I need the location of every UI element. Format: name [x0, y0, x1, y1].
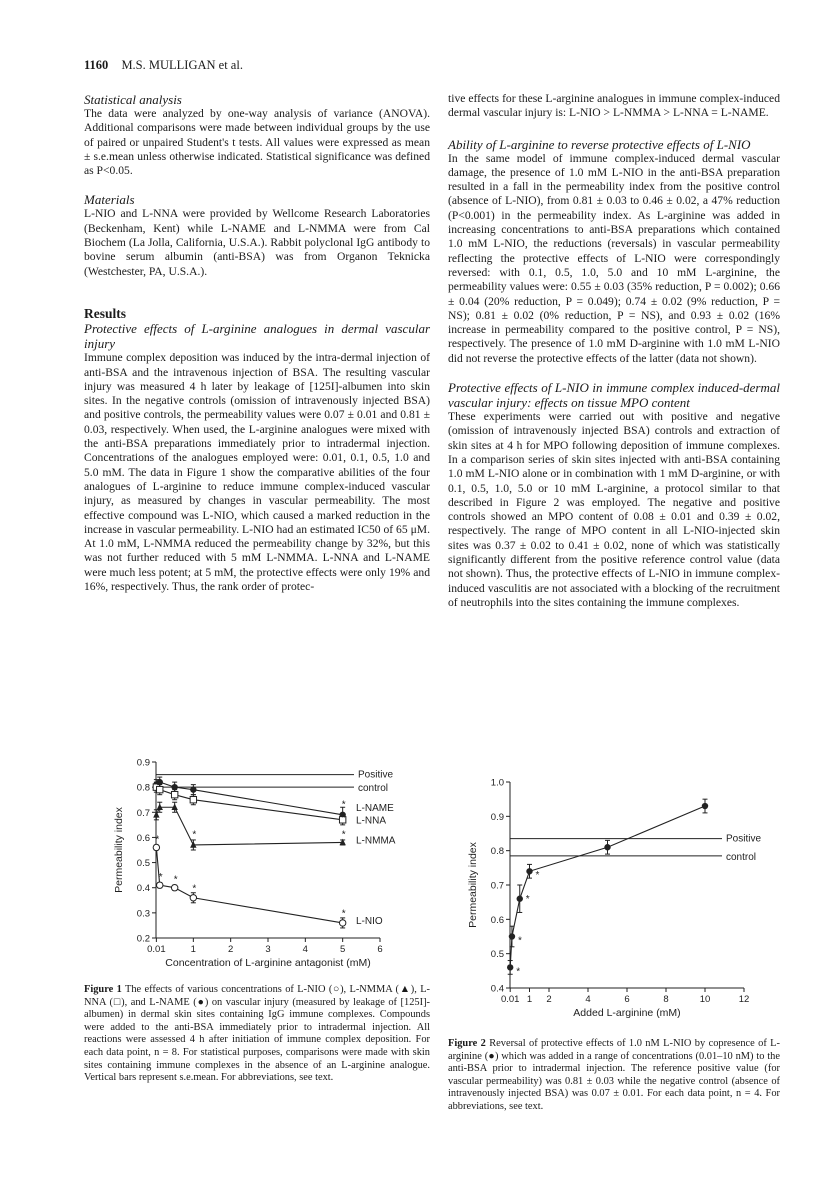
y-tick-label: 0.6 [136, 832, 150, 844]
paragraph-rank-order: tive effects for these L-arginine analogues in immune complex-induced dermal vascular injury is: L-NIO > L-NMMA > L-NNA = L-NAME. [448, 92, 780, 120]
page-number: 1160 [84, 58, 109, 72]
significance-marker: * [158, 872, 163, 884]
series-label-lnio: L-NIO [356, 916, 383, 928]
x-tick-label: 1 [526, 994, 533, 1005]
running-header [84, 58, 243, 73]
data-point [604, 844, 610, 850]
paragraph-reverse-effects: In the same model of immune complex-induced dermal vascular damage, the presence of 1.0 mM L-NIO in the anti-BSA preparation resulted in a fall in the permeability index from the positive control (absence of L-NIO), from 0.81 ± 0.03 to 0.46 ± 0.02, a 47% reduction (P<0.001) in the permeability index. As L-arginine was added in increasing concentrations to anti-BSA preparations which contained 1.0 mM L-NIO, the reductions (reversals) in vascular permeability reflecting the protective effects of L-NIO were correspondingly reversed: with 0.1, 0.5, 1.0, 5.0 and 10 mM L-arginine, the permeability values were: 0.55 ± 0.03 (35% reduction, P = 0.002); 0.66 ± 0.04 (20% reduction, P = 0.049); 0.74 ± 0.02 (9% reduction, P = NS); 0.81 ± 0.02 (0% reduction, P = NS), and 0.93 ± 0.02 (16% increase in permeability compared to the positive control, P = NS), respectively. The presence of 1.0 mM D-arginine with 1.0 mM L-NIO did not reverse the protective effects of the latter (data not shown). [448, 151, 780, 365]
data-point [171, 791, 177, 797]
significance-marker: * [341, 908, 346, 920]
x-tick-label: 6 [377, 944, 383, 955]
series-label-lname: L-NAME [356, 803, 394, 815]
significance-marker: * [173, 874, 178, 886]
significance-marker: * [192, 829, 197, 841]
figure-2-caption [448, 1038, 780, 1114]
figure-2-caption-text: Reversal of protective effects of 1.0 nM L-NIO by copresence of L-arginine (●) which was added in a range of concentrations (0.01–10 nM) to the anti-BSA prior to intradermal injection. The reference positive value (for vascular permeability) was 0.81 ± 0.03 while the negative control (absence of intravenously injected BSA) was 0.07 ± 0.01. For each data point, n = 4. For abbreviations, see text. [448, 1038, 780, 1112]
section-heading-materials: Materials [84, 192, 135, 208]
y-tick-label: 0.9 [490, 811, 504, 823]
data-point [507, 964, 513, 970]
section-heading-statistical-analysis: Statistical analysis [84, 92, 182, 107]
figure-1-caption [84, 984, 430, 1085]
x-tick-label: 2 [228, 944, 234, 955]
paragraph-materials: L-NIO and L-NNA were provided by Wellcome Research Laboratories (Beckenham, Kent) while L-NAME and L-NMMA were from Cal Biochem (La Jolla, California, U.S.A.). Rabbit polyclonal IgG antibody to bovine serum albumin (anti-BSA) was from Organon Teknicka (Westchester, PA, U.S.A.). [84, 207, 430, 278]
y-tick-label: 0.8 [490, 846, 504, 858]
series-line-l-arginine [510, 806, 705, 967]
right-column [448, 92, 780, 610]
positive-control-label: Positive [726, 833, 762, 845]
data-point [157, 786, 163, 792]
y-tick-label: 0.4 [136, 883, 150, 895]
y-axis-label: Permeability index [467, 842, 479, 928]
x-axis-label: Added L-arginine (mM) [573, 1007, 681, 1019]
x-tick-label: 3 [265, 944, 271, 955]
figure-1-caption-text: The effects of various concentrations of L-NIO (○), L-NMMA (▲), L-NNA (□), and L-NAME (●) on vascular injury (measured by leakage of [125I]-albumen) in dermal skin sites containing IgG immune complexes. Compounds were added to the anti-BSA immediately prior to intradermal injection. All reactions were assessed 4 h after initiation of immune complex deposition. For each data point, n = 8. For statistical purposes, comparisons were made with skin sites containing immune complexes in the absence of an L-arginine analogue. Vertical bars represent s.e.mean. For abbreviations, see text. [84, 984, 430, 1084]
data-point [509, 933, 515, 939]
data-point [702, 803, 708, 809]
x-tick-label: 8 [663, 994, 669, 1005]
y-tick-label: 0.5 [490, 949, 504, 961]
y-tick-label: 0.4 [490, 983, 504, 995]
x-axis-label: Concentration of L-arginine antagonist (mM) [165, 957, 371, 969]
data-point [517, 896, 523, 902]
y-tick-label: 0.9 [136, 757, 150, 769]
paragraph-statistical-analysis: The data were analyzed by one-way analysis of variance (ANOVA). Additional comparisons were made between individual groups by the use of paired or unpaired Student's t tests. All values were expressed as mean ± s.e.mean unless otherwise indicated. Statistical significance was defined as P<0.05. [84, 107, 430, 178]
y-tick-label: 0.3 [136, 908, 150, 920]
data-point [526, 868, 532, 874]
significance-marker: * [525, 894, 530, 906]
data-point [190, 786, 196, 792]
figure-2-caption-label: Figure 2 [448, 1038, 486, 1049]
subheading-mpo-content: Protective effects of L-NIO in immune complex induced-dermal vascular injury: effects on tissue MPO content [448, 380, 780, 411]
x-tick-label: 10 [699, 994, 711, 1005]
left-column [84, 92, 430, 594]
figure-1-caption-label: Figure 1 [84, 984, 122, 995]
x-tick-label: 5 [340, 944, 346, 955]
series-label-lnmma: L-NMMA [356, 835, 396, 847]
y-tick-label: 0.2 [136, 933, 150, 945]
y-tick-label: 0.5 [136, 858, 150, 870]
series-line-l-nio [156, 847, 342, 922]
positive-control-label-2: control [726, 851, 757, 863]
y-tick-label: 0.7 [490, 880, 504, 892]
significance-marker: * [535, 870, 540, 882]
series-line-l-nmma [156, 807, 342, 845]
y-tick-label: 1.0 [490, 777, 504, 789]
x-tick-label: 0.01 [500, 994, 520, 1005]
figure-1-chart [84, 752, 430, 977]
data-point [190, 797, 196, 803]
positive-control-label: Positive [358, 769, 394, 781]
paragraph-protective-effects: Immune complex deposition was induced by the intra-dermal injection of anti-BSA and the intravenous injection of BSA. The resulting vascular injury was measured 4 h later by leakage of [125I]-albumen into skin sites. In the negative controls (omission of intravenously injected BSA) and positive controls, the permeability values were 0.07 ± 0.01 and 0.81 ± 0.03, respectively. When used, the L-arginine analogues were mixed with the anti-BSA preparations immediately prior to intradermal injection. Concentrations of the analogues employed were: 0.01, 0.1, 0.5, 1.0 and 5.0 mM. The data in Figure 1 show the comparative abilities of the four analogues of L-arginine to reduce immune complex-induced vascular injury, as measured by changes in vascular permeability. The most effective compound was L-NIO, which caused a marked reduction in the increase in vascular permeability. L-NIO had an estimated IC50 of 65 μM. At 1.0 mM, L-NMMA reduced the permeability change by 32%, but this was not further reduced with 5 mM L-NMMA. L-NNA and L-NAME were much less potent; at 5 mM, the protective effects were only 19% and 16%, respectively. Thus, the rank order of protec- [84, 351, 430, 594]
y-tick-label: 0.7 [136, 807, 150, 819]
running-authors: M.S. MULLIGAN et al. [121, 58, 243, 72]
x-tick-label: 4 [302, 944, 308, 955]
x-tick-label: 2 [546, 994, 552, 1005]
x-tick-label: 12 [738, 994, 750, 1005]
subheading-protective-effects: Protective effects of L-arginine analogues in dermal vascular injury [84, 321, 430, 352]
positive-control-label-2: control [358, 783, 389, 795]
y-tick-label: 0.8 [136, 782, 150, 794]
significance-marker: * [517, 935, 522, 947]
series-line-l-nna [156, 787, 342, 820]
series-label-lnna: L-NNA [356, 815, 387, 827]
x-tick-label: 4 [585, 994, 591, 1005]
significance-marker: * [341, 813, 346, 825]
x-tick-label: 0.01 [147, 944, 166, 955]
data-point [190, 895, 196, 901]
section-heading-results: Results [84, 305, 127, 321]
subheading-reverse-effects: Ability of L-arginine to reverse protective effects of L-NIO [448, 136, 751, 152]
data-point [339, 920, 345, 926]
significance-marker: * [341, 799, 346, 811]
paragraph-mpo-content: These experiments were carried out with positive and negative (omission of intravenously injected BSA) controls and extraction of skin sites at 4 h for MPO following deposition of immune complexes. In a comparison series of skin sites injected with anti-BSA containing 1.0 mM L-NIO alone or in combination with 1 mM D-arginine, or with 0.1, 0.5, 1.0, 5.0 or 10 mM L-arginine, a protocol similar to that described in Figure 2 was employed. The negative and positive controls showed an MPO content of 0.08 ± 0.01 and 0.39 ± 0.02, respectively. The range of MPO content in all L-NIO-injected skin sites was 0.37 ± 0.02 to 0.41 ± 0.02, none of which was statistically significantly different from the positive reference control value (data not shown). Thus, the protective effects of L-NIO in immune complex-induced vasculitis are not associated with a blocking of the recruitment of neutrophils into the sites containing the immune complexes. [448, 410, 780, 609]
y-axis-label: Permeability index [113, 807, 125, 893]
significance-marker: * [155, 834, 160, 846]
significance-marker: * [516, 966, 521, 978]
x-tick-label: 6 [624, 994, 630, 1005]
figure-2-chart [448, 772, 780, 1034]
y-tick-label: 0.6 [490, 914, 504, 926]
significance-marker: * [192, 883, 197, 895]
x-tick-label: 1 [190, 944, 196, 955]
significance-marker: * [341, 829, 346, 841]
